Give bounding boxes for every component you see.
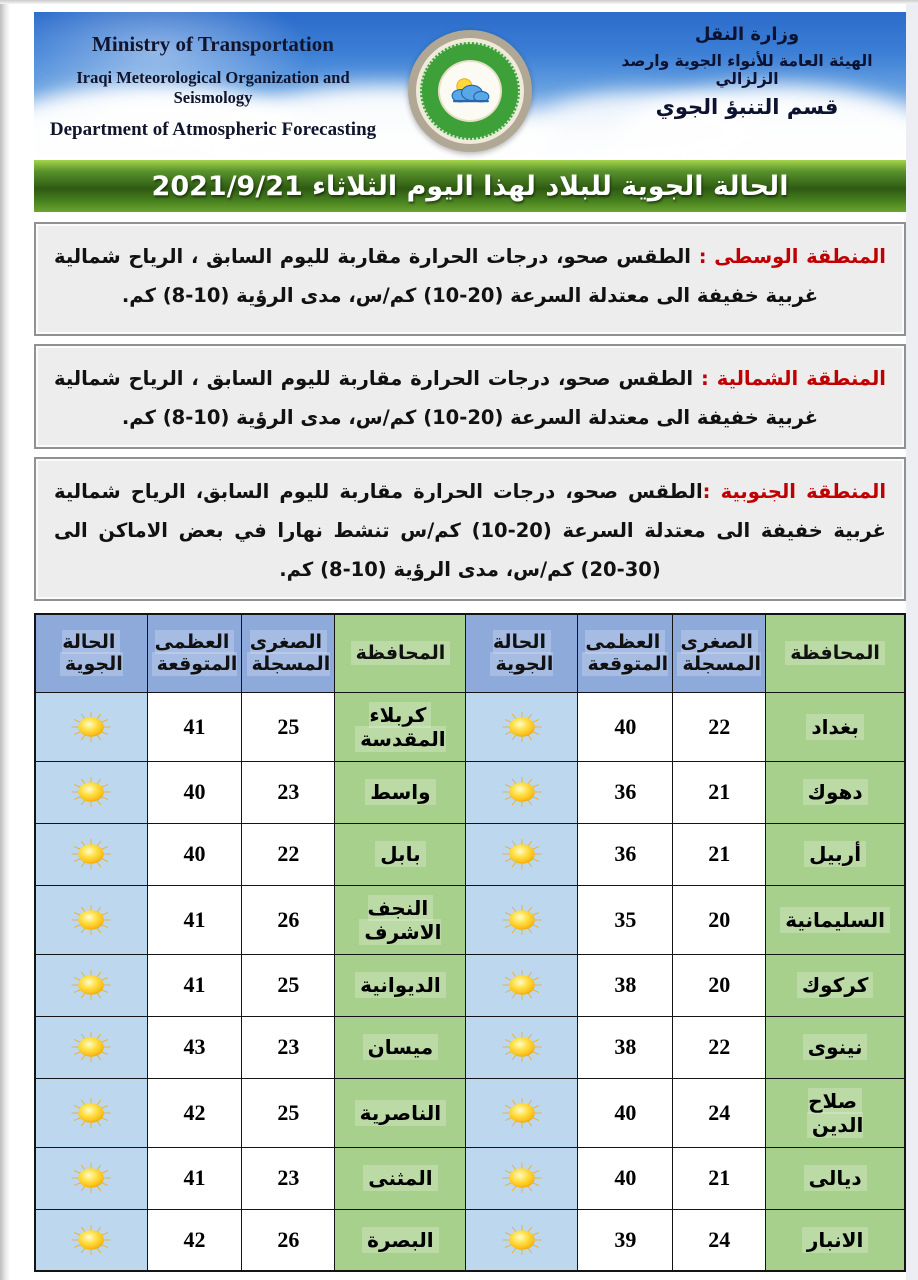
province-cell: الناصرية (335, 1078, 466, 1147)
province-cell: ميسان (335, 1016, 466, 1078)
sun-icon (67, 1222, 115, 1258)
max-temp-cell: 39 (578, 1209, 673, 1271)
condition-cell (35, 1016, 147, 1078)
condition-cell (466, 885, 578, 954)
condition-cell (466, 692, 578, 761)
condition-cell (466, 1147, 578, 1209)
max-temp-cell: 42 (147, 1078, 242, 1147)
department-name-en: Department of Atmospheric Forecasting (49, 119, 377, 140)
department-name-ar: قسم التنبؤ الجوي (655, 95, 839, 119)
province-cell: المثنى (335, 1147, 466, 1209)
condition-cell (35, 761, 147, 823)
sun-icon (498, 774, 546, 810)
min-temp-cell: 25 (242, 954, 335, 1016)
condition-cell (35, 1147, 147, 1209)
province-cell: دهوك (766, 761, 905, 823)
table-row (35, 1147, 905, 1209)
max-temp-cell: 40 (147, 761, 242, 823)
max-temp-cell: 35 (578, 885, 673, 954)
forecast-central-region (34, 222, 906, 336)
province-cell: كركوك (766, 954, 905, 1016)
condition-cell (35, 885, 147, 954)
min-temp-cell: 21 (673, 823, 766, 885)
max-temp-cell: 40 (578, 692, 673, 761)
sun-cloud-logo-icon (444, 75, 496, 107)
sun-icon (498, 836, 546, 872)
condition-cell (35, 823, 147, 885)
province-cell: الديوانية (335, 954, 466, 1016)
condition-cell (35, 1209, 147, 1271)
max-temp-cell: 40 (147, 823, 242, 885)
sun-icon (67, 836, 115, 872)
min-temp-cell: 22 (673, 692, 766, 761)
sun-icon (498, 1095, 546, 1131)
sun-icon (67, 774, 115, 810)
sun-icon (67, 709, 115, 745)
temperatures-table (34, 613, 906, 1272)
max-temp-cell: 41 (147, 954, 242, 1016)
ministry-name-ar: وزارة النقل (694, 24, 800, 45)
sun-icon (498, 1029, 546, 1065)
table-row (35, 823, 905, 885)
table-row (35, 1016, 905, 1078)
province-cell: ديالى (766, 1147, 905, 1209)
table-header-row (35, 614, 905, 692)
min-temp-cell: 21 (673, 1147, 766, 1209)
condition-cell (466, 1209, 578, 1271)
col-header-min-left: الصغرى المسجلة (242, 614, 335, 692)
min-temp-cell: 25 (242, 1078, 335, 1147)
condition-cell (35, 692, 147, 761)
col-header-province-right: المحافظة (766, 614, 905, 692)
max-temp-cell: 40 (578, 1147, 673, 1209)
min-temp-cell: 21 (673, 761, 766, 823)
ministry-name-en: Ministry of Transportation (92, 32, 334, 56)
col-header-condition-right: الحالة الجوية (466, 614, 578, 692)
col-header-max-left: العظمى المتوقعة (147, 614, 242, 692)
max-temp-cell: 38 (578, 1016, 673, 1078)
max-temp-cell: 41 (147, 1147, 242, 1209)
table-row (35, 885, 905, 954)
max-temp-cell: 36 (578, 761, 673, 823)
province-cell: صلاح الدين (766, 1078, 905, 1147)
province-cell: البصرة (335, 1209, 466, 1271)
min-temp-cell: 20 (673, 885, 766, 954)
province-cell: النجف الاشرف (335, 885, 466, 954)
sun-icon (67, 1095, 115, 1131)
min-temp-cell: 24 (673, 1209, 766, 1271)
condition-cell (466, 1078, 578, 1147)
table-row (35, 1209, 905, 1271)
region-label-southern: المنطقة الجنوبية : (702, 480, 887, 503)
sun-icon (67, 902, 115, 938)
sun-icon (67, 1029, 115, 1065)
sun-icon (498, 1222, 546, 1258)
condition-cell (466, 954, 578, 1016)
forecast-northern-region (34, 344, 906, 449)
header-banner (34, 12, 906, 160)
min-temp-cell: 26 (242, 1209, 335, 1271)
photo-edge-right (906, 0, 918, 1280)
min-temp-cell: 22 (673, 1016, 766, 1078)
min-temp-cell: 23 (242, 1147, 335, 1209)
region-text-northern: الطقس صحو، درجات الحرارة مقاربة لليوم السابق ، الرياح شمالية غربية خفيفة الى معتدلة السرعة (20-10) كم/س، مدى الرؤية (10-8) كم. (54, 367, 819, 429)
forecast-southern-region (34, 457, 906, 601)
organization-seal-icon (408, 30, 532, 152)
condition-cell (466, 761, 578, 823)
min-temp-cell: 22 (242, 823, 335, 885)
max-temp-cell: 40 (578, 1078, 673, 1147)
col-header-condition-left: الحالة الجوية (35, 614, 147, 692)
organization-name-en: Iraqi Meteorological Organization and Seismology (76, 68, 350, 107)
province-cell: بابل (335, 823, 466, 885)
col-header-max-right: العظمى المتوقعة (578, 614, 673, 692)
report-title-banner (34, 160, 906, 212)
col-header-province-left: المحافظة (335, 614, 466, 692)
min-temp-cell: 24 (673, 1078, 766, 1147)
max-temp-cell: 42 (147, 1209, 242, 1271)
max-temp-cell: 43 (147, 1016, 242, 1078)
condition-cell (466, 823, 578, 885)
max-temp-cell: 38 (578, 954, 673, 1016)
max-temp-cell: 41 (147, 692, 242, 761)
province-cell: واسط (335, 761, 466, 823)
region-label-central: المنطقة الوسطى : (691, 245, 886, 268)
province-cell: أربيل (766, 823, 905, 885)
header-arabic-block (592, 24, 902, 119)
province-cell: السليمانية (766, 885, 905, 954)
sun-icon (498, 967, 546, 1003)
province-cell: الانبار (766, 1209, 905, 1271)
province-cell: نينوى (766, 1016, 905, 1078)
table-row (35, 761, 905, 823)
condition-cell (35, 954, 147, 1016)
sun-icon (67, 967, 115, 1003)
photo-edge-left (0, 0, 10, 1280)
province-cell: كربلاء المقدسة (335, 692, 466, 761)
photo-edge-top (0, 0, 918, 4)
col-header-min-right: الصغرى المسجلة (673, 614, 766, 692)
region-text-southern: الطقس صحو، درجات الحرارة مقاربة لليوم السابق، الرياح شمالية غربية خفيفة الى معتدلة السرعة (20-10) كم/س تنشط نهارا في بعض الاماكن الى (30-20) كم/س، مدى الرؤية (10-8) كم. (54, 480, 886, 581)
min-temp-cell: 23 (242, 1016, 335, 1078)
min-temp-cell: 23 (242, 761, 335, 823)
sun-icon (498, 902, 546, 938)
sun-icon (498, 709, 546, 745)
condition-cell (35, 1078, 147, 1147)
table-body (35, 692, 905, 1271)
max-temp-cell: 36 (578, 823, 673, 885)
weather-bulletin-page (34, 12, 906, 1272)
region-text-central: الطقس صحو، درجات الحرارة مقاربة لليوم السابق ، الرياح شمالية غربية خفيفة الى معتدلة السرعة (20-10) كم/س، مدى الرؤية (10-8) كم. (54, 245, 819, 307)
max-temp-cell: 41 (147, 885, 242, 954)
region-label-northern: المنطقة الشمالية : (693, 367, 886, 390)
condition-cell (466, 1016, 578, 1078)
min-temp-cell: 26 (242, 885, 335, 954)
table-row (35, 692, 905, 761)
sun-icon (67, 1160, 115, 1196)
table-row (35, 954, 905, 1016)
table-row (35, 1078, 905, 1147)
province-cell: بغداد (766, 692, 905, 761)
min-temp-cell: 25 (242, 692, 335, 761)
sun-icon (498, 1160, 546, 1196)
header-english-block (48, 32, 378, 141)
organization-name-ar: الهيئة العامة للأنواء الجوية وارصد الزلزالي (621, 52, 873, 88)
report-title: الحالة الجوية للبلاد لهذا اليوم الثلاثاء 2021/9/21 (151, 170, 789, 202)
min-temp-cell: 20 (673, 954, 766, 1016)
